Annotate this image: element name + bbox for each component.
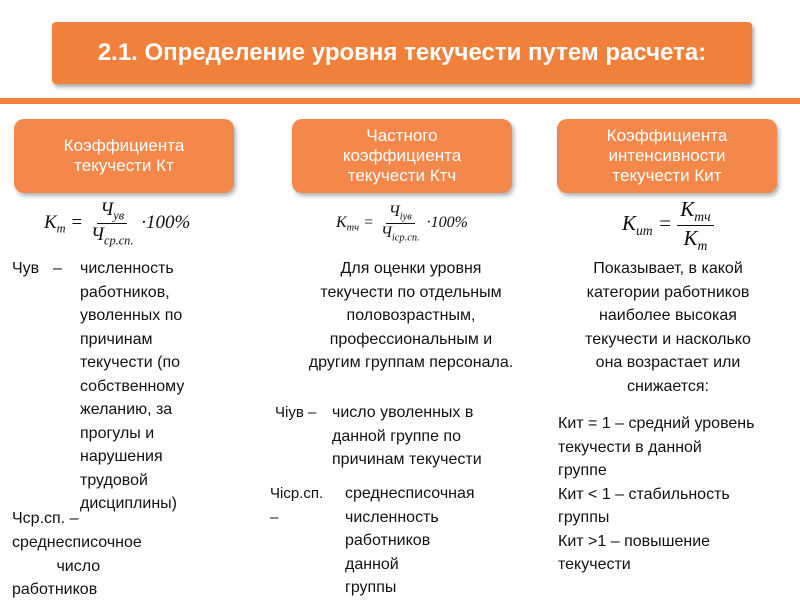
formula-kit: $К_{ит}$ = $\frac{К_{тч}}{К_т}$	[622, 197, 714, 254]
title-underline	[0, 98, 800, 104]
col3-notes: Кит = 1 – средний уровень текучести в данной группе Кит < 1 – стабильность группы Кит >1 – повышение текучести	[558, 415, 755, 573]
var-chisrsp: Чiср.сп. –	[270, 485, 324, 526]
col3-intro: Показывает, в какой категории работников наиболее высокая текучести и насколько она возрастает или снижается:	[585, 260, 751, 395]
var-chiuv: Чiув –	[275, 404, 317, 421]
desc-chsrsp: среднесписочное число работников	[12, 534, 142, 598]
col2-intro: Для оценки уровня текучести по отдельным половозрастным, профессиональным и другим группам персонала.	[308, 260, 514, 371]
category-kt-box: Коэффициента текучести Кт	[14, 119, 234, 193]
slide-title: 2.1. Определение уровня текучести путем расчета:	[52, 22, 752, 84]
desc-chuv: численность работников, уволенных по причинам текучести (по собственному желанию, за прогулы и нарушения трудовой дисциплины)	[80, 260, 185, 512]
formula-ktch: $К_{тч}$ = $\frac{Ч_{iув}}{Ч_{iср.сп.}}$ ·100%	[336, 203, 468, 244]
var-chuv-dash: –	[53, 260, 62, 277]
var-chsrsp: Чср.сп. –	[12, 510, 79, 527]
category-kit-box: Коэффициента интенсивности текучести Кит	[557, 119, 777, 193]
formula-kt: $К_т$ = $\frac{Ч_{ув}}{Ч_{ср.сп.}}$ ·100%	[44, 199, 191, 248]
desc-chiuv: число уволенных в данной группе по причинам текучести	[332, 404, 482, 468]
var-chuv: Чув	[12, 260, 40, 277]
category-ktch-box: Частного коэффициента текучести Ктч	[292, 119, 512, 193]
desc-chisrsp: среднесписочная численность работников данной группы	[345, 485, 475, 596]
